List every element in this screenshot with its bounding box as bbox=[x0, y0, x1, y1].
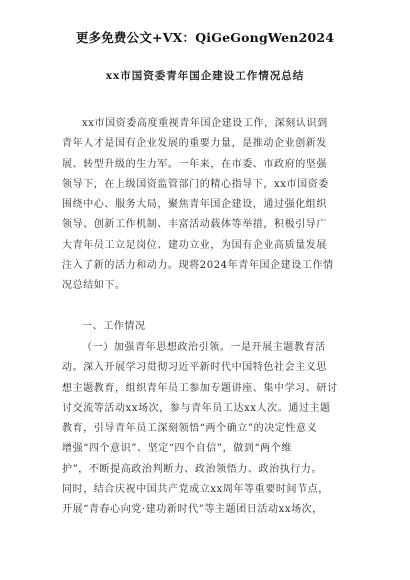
text-line: 展、转型升级的生力军。一年来，在市委、市政府的坚强 bbox=[62, 158, 327, 170]
text-line: 围绕中心、服务大局，聚焦青年国企建设，通过强化组织 bbox=[62, 199, 327, 211]
section-paragraph bbox=[62, 338, 362, 521]
text-line: 护”，不断提高政治判断力、政治领悟力、政治执行力。 bbox=[62, 463, 323, 475]
text-line: xx市国资委高度重视青年国企建设工作，深刻认识到 bbox=[82, 118, 328, 129]
text-line: 增强“四个意识”、坚定“四个自信”，做到“两个维 bbox=[62, 443, 292, 455]
text-line: 领导、创新工作机制、丰富活动载体等举措，积极引导广 bbox=[62, 219, 327, 231]
watermark-header: 更多免费公文+VX：QiGeGongWen2024 bbox=[75, 30, 335, 45]
text-line: 教育，引导青年员工深刻领悟“两个确立”的决定性意义 bbox=[62, 423, 318, 435]
text-line: 开展“青春心向党·建功新时代”等主题团日活动xx场次， bbox=[62, 504, 323, 516]
text-line: 况总结如下。 bbox=[62, 280, 126, 292]
section-heading bbox=[62, 317, 362, 337]
text-line: 动。深入开展学习贯彻习近平新时代中国特色社会主义思 bbox=[62, 362, 327, 374]
text-line: 同时，结合庆祝中国共产党成立xx周年等重要时间节点， bbox=[62, 484, 329, 496]
text-line: 讨交流等活动xx场次，参与青年员工达xx人次。通过主题 bbox=[62, 402, 331, 414]
section-heading-text: 一、工作情况 bbox=[82, 321, 146, 332]
text-line: 大青年员工立足岗位、建功立业，为国有企业高质量发展 bbox=[62, 239, 327, 251]
text-line: 青年人才是国有企业发展的重要力量，是推动企业创新发 bbox=[62, 138, 327, 150]
text-line: 注入了新的活力和动力。现将2024年青年国企建设工作情 bbox=[62, 260, 334, 272]
text-line: 领导下，在上级国资监管部门的精心指导下，xx市国资委 bbox=[62, 178, 329, 190]
intro-paragraph bbox=[62, 114, 362, 297]
text-line: 想主题教育，组织青年员工参加专题讲座、集中学习、研讨 bbox=[62, 382, 338, 394]
text-line: （一）加强青年思想政治引领。一是开展主题教育活 bbox=[82, 342, 326, 353]
document-title: xx市国资委青年国企建设工作情况总结 bbox=[105, 70, 305, 82]
